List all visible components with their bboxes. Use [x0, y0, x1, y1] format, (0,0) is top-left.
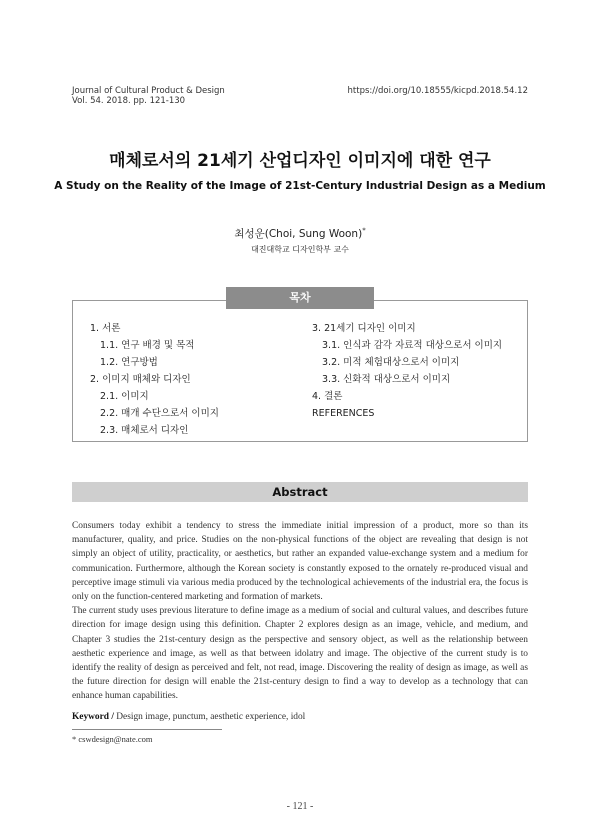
paper-subtitle: A Study on the Reality of the Image of 21st-Century Industrial Design as a Medium [54, 180, 546, 192]
toc-item: 1. 서론 [90, 323, 121, 334]
journal-name: Journal of Cultural Product & Design [72, 86, 225, 96]
page-number: - 121 - [286, 801, 314, 812]
toc-right-column [312, 320, 502, 422]
toc-item: 4. 결론 [312, 391, 343, 402]
toc-item: 3.1. 인식과 감각 자료적 대상으로서 이미지 [322, 340, 503, 351]
abstract-heading: Abstract [72, 482, 528, 502]
footnote-rule [72, 729, 222, 730]
toc-item: 2.1. 이미지 [100, 391, 149, 402]
author-footnote-mark: * [362, 226, 366, 235]
keyword-line [72, 712, 528, 722]
author-name: 최성운(Choi, Sung Woon) [234, 228, 363, 240]
keyword-label: Keyword / [72, 712, 114, 722]
toc-item: REFERENCES [312, 408, 375, 419]
doi-link[interactable]: https://doi.org/10.18555/kicpd.2018.54.12 [347, 86, 528, 96]
author-affiliation: 대진대학교 디자인학부 교수 [251, 245, 349, 254]
abstract-body [72, 519, 528, 704]
toc-item: 2.2. 매개 수단으로서 이미지 [100, 408, 219, 419]
journal-volume: Vol. 54. 2018. pp. 121-130 [72, 96, 186, 106]
paper-title: 매체로서의 21세기 산업디자인 이미지에 대한 연구 [109, 151, 491, 171]
footnote-email: * cswdesign@nate.com [72, 734, 153, 744]
toc-item: 3. 21세기 디자인 이미지 [312, 323, 416, 334]
toc-item: 1.2. 연구방법 [100, 357, 158, 368]
keyword-text: Design image, punctum, aesthetic experience, idol [116, 712, 306, 722]
toc-left-column [90, 320, 219, 439]
toc-item: 2.3. 매체로서 디자인 [100, 425, 189, 436]
toc-item: 1.1. 연구 배경 및 목적 [100, 340, 195, 351]
author-line [0, 226, 600, 241]
abstract-paragraph-1: Consumers today exhibit a tendency to stress the immediate initial impression of a product, more so than its manufacturer, quality, and price. Studies on the non-physical functions of the object are revealing that design is not simply an object of utility, practicality, or aesthetics, but rather an expanded value-exchange system and a medium for communication. Furthermore, although the Korean society is constantly exposed to the ornately re-produced visual and perceptive image stimuli via various media produced by the technological achievements of the industrial era, the focus is only on the function-centered marketing and formation of markets. [72, 521, 528, 603]
abstract-paragraph-2: The current study uses previous literature to define image as a medium of social and cultural values, and describes future direction for image design using this definition. Chapter 2 explores design as an image, vehicle, and medium, and Chapter 3 studies the 21st-century design as the perspective and sensory object, as well as the relationship between aesthetic experience and image, as well as that between idolatry and image. The objective of the current study is to identify the reality of design as perceived and felt, not read, image. Discovering the reality of design as image, as well as the future direction for design will enable the 21st-century design to find a way to develop as a technology that can enhance human capabilities. [72, 606, 528, 702]
toc-item: 3.3. 신화적 대상으로서 이미지 [322, 374, 451, 385]
toc-item: 3.2. 미적 체험대상으로서 이미지 [322, 357, 460, 368]
toc-item: 2. 이미지 매체와 디자인 [90, 374, 191, 385]
toc-title: 목차 [226, 287, 374, 309]
